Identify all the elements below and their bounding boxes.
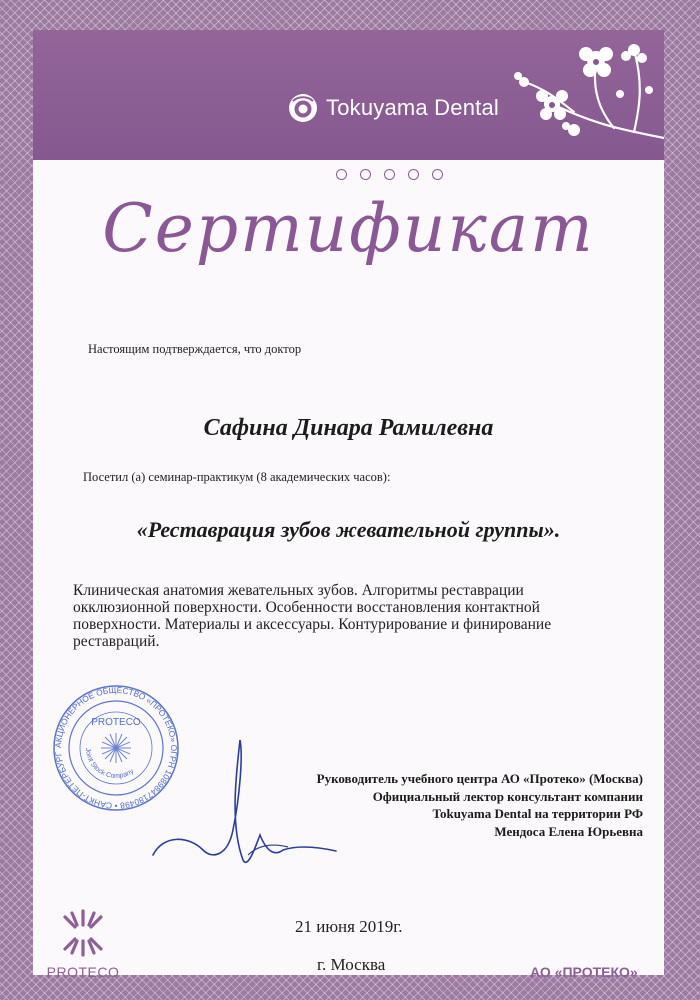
signatory-line: Официальный лектор консультант компании [372, 788, 643, 804]
dot [384, 169, 395, 180]
signatory-line: Tokuyama Dental на территории РФ [432, 806, 643, 821]
company-name: АО «ПРОТЕКО» [530, 964, 638, 980]
proteco-logo [43, 905, 123, 980]
proteco-logo-text: PROTECO [46, 964, 120, 980]
tokuyama-logo [288, 93, 499, 123]
header-band [33, 30, 664, 160]
stamp-outer-text: АКЦИОНЕРНОЕ ОБЩЕСТВО «ПРОТЕКО» ОГРН 1089847180498 • САНКТ-ПЕТЕРБУРГ [52, 684, 180, 812]
signatory-name: Мендоса Елена Юрьевна [494, 823, 643, 839]
signatory-block [238, 770, 643, 840]
stamp-inner-text: Joint Stock Company [83, 747, 136, 781]
decorative-dots [336, 169, 443, 180]
attended-text: Посетил (а) семинар-практикум (8 академических часов): [83, 470, 391, 484]
dot [336, 169, 347, 180]
dot [432, 169, 443, 180]
seminar-title: «Реставрация зубов жевательной группы». [136, 517, 561, 542]
proteco-logo-icon [55, 905, 111, 961]
issue-date: 21 июня 2019г. [295, 917, 403, 936]
seminar-description: Клиническая анатомия жевательных зубов. Алгоритмы реставрации окклюзионной поверхности. Особенности восстановления контактной поверхности. Материалы и аксессуары. Контурирование и финирование реставраций. [73, 582, 552, 650]
signatory-line: Руководитель учебного центра АО «Протеко» (Москва) [316, 771, 643, 786]
dot [408, 169, 419, 180]
tokuyama-logo-icon [288, 93, 318, 123]
certificate-body [33, 30, 664, 980]
stamp-center-text: PROTECO [91, 717, 141, 728]
issue-city: г. Москва [317, 955, 386, 974]
recipient-name: Сафина Динара Рамилевна [203, 415, 494, 441]
certificate-title: Сертификат [102, 190, 595, 267]
brand-name: Tokuyama Dental [326, 95, 499, 120]
intro-text: Настоящим подтверждается, что доктор [88, 342, 302, 356]
dot [360, 169, 371, 180]
